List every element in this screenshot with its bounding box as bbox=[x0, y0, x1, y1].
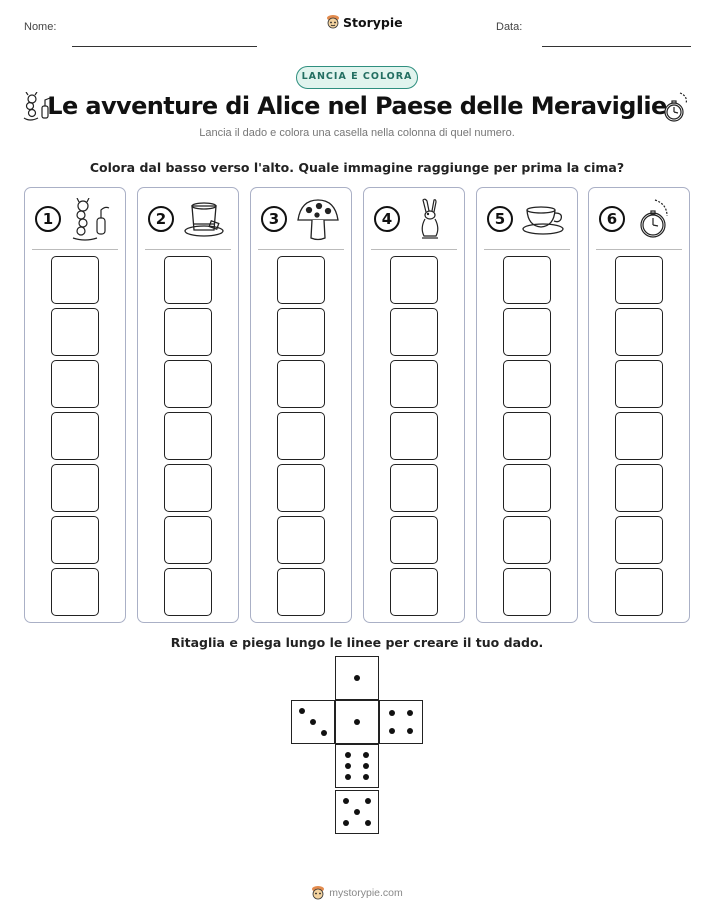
die-face-bottom bbox=[335, 744, 379, 788]
worksheet-header bbox=[0, 14, 714, 44]
color-cell[interactable] bbox=[503, 568, 551, 616]
color-cell[interactable] bbox=[503, 256, 551, 304]
color-cell[interactable] bbox=[503, 412, 551, 460]
die-pip bbox=[343, 798, 349, 804]
white-rabbit-icon bbox=[408, 198, 454, 242]
color-cell[interactable] bbox=[164, 464, 212, 512]
column-number: 2 bbox=[148, 206, 174, 232]
column-number: 1 bbox=[35, 206, 61, 232]
column-number: 4 bbox=[374, 206, 400, 232]
worksheet-subtitle: Lancia il dado e colora una casella nella colonna di quel numero. bbox=[199, 127, 515, 139]
die-pip bbox=[407, 710, 413, 716]
color-cell[interactable] bbox=[390, 464, 438, 512]
color-cell[interactable] bbox=[390, 308, 438, 356]
die-face-right bbox=[379, 700, 423, 744]
color-cell[interactable] bbox=[277, 568, 325, 616]
brand-name: Storypie bbox=[343, 14, 403, 30]
color-cell[interactable] bbox=[503, 308, 551, 356]
worksheet-title: Le avventure di Alice nel Paese delle Meraviglie bbox=[47, 92, 667, 120]
column-5 bbox=[476, 187, 578, 623]
die-pip bbox=[354, 719, 360, 725]
name-label: Nome: bbox=[24, 21, 57, 33]
color-cell[interactable] bbox=[164, 568, 212, 616]
footer bbox=[0, 885, 714, 901]
mushroom-icon bbox=[295, 198, 341, 242]
race-columns bbox=[24, 187, 690, 623]
color-cell[interactable] bbox=[615, 464, 663, 512]
color-cell[interactable] bbox=[164, 256, 212, 304]
die-face-back bbox=[335, 790, 379, 834]
color-cell[interactable] bbox=[503, 516, 551, 564]
column-2 bbox=[137, 187, 239, 623]
caterpillar-icon bbox=[69, 198, 115, 242]
storypie-mascot-icon bbox=[311, 885, 325, 901]
color-cell[interactable] bbox=[51, 360, 99, 408]
color-cell[interactable] bbox=[51, 256, 99, 304]
name-line bbox=[72, 46, 257, 47]
die-pip bbox=[407, 728, 413, 734]
color-cell[interactable] bbox=[615, 256, 663, 304]
die-pip bbox=[363, 774, 369, 780]
color-cell[interactable] bbox=[615, 568, 663, 616]
color-cell[interactable] bbox=[277, 464, 325, 512]
color-cell[interactable] bbox=[503, 360, 551, 408]
pocket-watch-icon bbox=[660, 92, 694, 124]
color-cell[interactable] bbox=[615, 308, 663, 356]
color-cell[interactable] bbox=[390, 256, 438, 304]
top-hat-icon bbox=[182, 198, 228, 242]
die-pip bbox=[389, 710, 395, 716]
column-number: 5 bbox=[487, 206, 513, 232]
column-4 bbox=[363, 187, 465, 623]
die-pip bbox=[365, 798, 371, 804]
column-6 bbox=[588, 187, 690, 623]
color-cell[interactable] bbox=[615, 516, 663, 564]
column-number: 3 bbox=[261, 206, 287, 232]
die-pip bbox=[321, 730, 327, 736]
color-cell[interactable] bbox=[51, 308, 99, 356]
die-pip bbox=[354, 675, 360, 681]
instruction-text: Colora dal basso verso l'alto. Quale immagine raggiunge per prima la cima? bbox=[89, 160, 625, 175]
die-face-left bbox=[291, 700, 335, 744]
color-cell[interactable] bbox=[390, 412, 438, 460]
color-cell[interactable] bbox=[390, 360, 438, 408]
color-cell[interactable] bbox=[390, 516, 438, 564]
column-number: 6 bbox=[599, 206, 625, 232]
die-pip bbox=[363, 752, 369, 758]
color-cell[interactable] bbox=[164, 516, 212, 564]
color-cell[interactable] bbox=[164, 360, 212, 408]
column-3 bbox=[250, 187, 352, 623]
die-pip bbox=[345, 763, 351, 769]
die-pip bbox=[310, 719, 316, 725]
activity-badge: LANCIA E COLORA bbox=[296, 66, 418, 89]
color-cell[interactable] bbox=[164, 308, 212, 356]
die-pip bbox=[299, 708, 305, 714]
color-cell[interactable] bbox=[164, 412, 212, 460]
cut-instruction: Ritaglia e piega lungo le linee per creare il tuo dado. bbox=[170, 635, 544, 650]
die-pip bbox=[345, 774, 351, 780]
die-pip bbox=[365, 820, 371, 826]
die-pip bbox=[354, 809, 360, 815]
color-cell[interactable] bbox=[615, 360, 663, 408]
die-pip bbox=[363, 763, 369, 769]
color-cell[interactable] bbox=[503, 464, 551, 512]
die-pip bbox=[389, 728, 395, 734]
die-pip bbox=[345, 752, 351, 758]
color-cell[interactable] bbox=[277, 360, 325, 408]
color-cell[interactable] bbox=[277, 412, 325, 460]
brand-logo bbox=[326, 14, 403, 30]
footer-url: mystorypie.com bbox=[329, 887, 403, 899]
date-line bbox=[542, 46, 691, 47]
color-cell[interactable] bbox=[277, 308, 325, 356]
color-cell[interactable] bbox=[51, 568, 99, 616]
color-cell[interactable] bbox=[51, 412, 99, 460]
color-cell[interactable] bbox=[277, 256, 325, 304]
color-cell[interactable] bbox=[51, 516, 99, 564]
color-cell[interactable] bbox=[615, 412, 663, 460]
color-cell[interactable] bbox=[390, 568, 438, 616]
date-label: Data: bbox=[496, 21, 523, 33]
teacup-icon bbox=[521, 198, 567, 242]
column-1 bbox=[24, 187, 126, 623]
pocket-watch-icon bbox=[633, 198, 679, 242]
storypie-mascot-icon bbox=[326, 14, 340, 30]
die-face-top bbox=[335, 656, 379, 700]
die-face-center bbox=[335, 700, 379, 744]
color-cell[interactable] bbox=[277, 516, 325, 564]
die-pip bbox=[343, 820, 349, 826]
color-cell[interactable] bbox=[51, 464, 99, 512]
